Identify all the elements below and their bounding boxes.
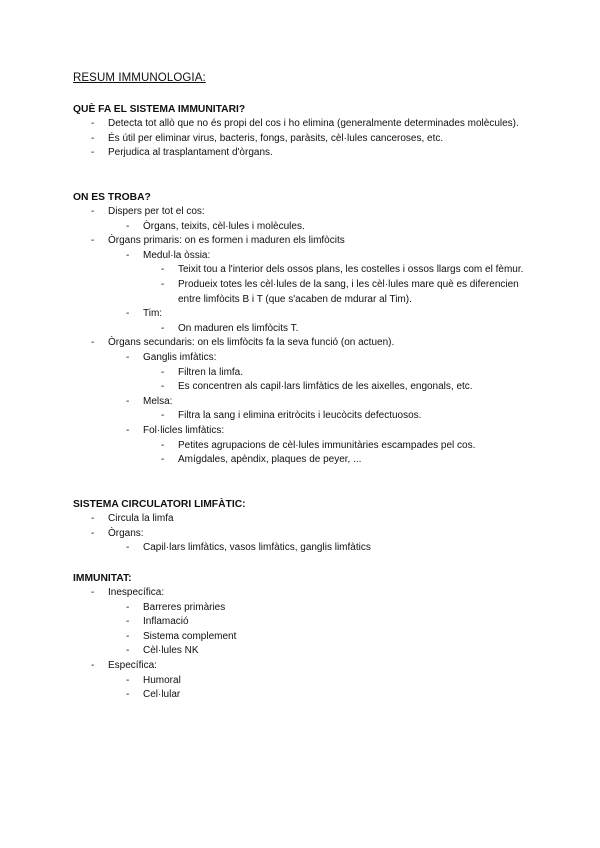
section-heading: ON ES TROBA? xyxy=(73,192,151,203)
list-item-text: Perjudica al trasplantament d'òrgans. xyxy=(108,147,273,159)
list-item xyxy=(143,263,533,278)
dash-bullet: - xyxy=(126,308,130,320)
list-item xyxy=(73,234,533,336)
list-item-text: Medul·la òssia: xyxy=(143,249,211,261)
list-item xyxy=(143,409,533,424)
dash-bullet: - xyxy=(126,689,130,701)
dash-bullet: - xyxy=(161,439,165,451)
list-item xyxy=(73,659,533,703)
list-item-text: On maduren els limfòcits T. xyxy=(178,322,299,334)
list-item-text: Barreres primàries xyxy=(143,601,226,613)
nested-list xyxy=(108,220,533,235)
list-item xyxy=(73,146,533,161)
nested-list xyxy=(143,366,533,395)
list-item-text: Inespecífica: xyxy=(108,587,165,598)
section-lymphatic-system xyxy=(73,498,533,556)
list-item xyxy=(143,366,533,381)
list-item xyxy=(73,527,533,556)
dash-bullet: - xyxy=(91,513,95,524)
bullet-list xyxy=(73,512,533,556)
list-item-text: Cèl·lules NK xyxy=(143,645,199,657)
list-item xyxy=(73,205,533,234)
list-item xyxy=(108,674,533,689)
dash-bullet: - xyxy=(126,395,130,407)
list-item xyxy=(108,424,533,468)
dash-bullet: - xyxy=(161,322,165,334)
nested-list xyxy=(108,674,533,703)
dash-bullet: - xyxy=(161,410,165,422)
dash-bullet: - xyxy=(161,278,165,290)
dash-bullet: - xyxy=(126,424,130,436)
list-item-text: Circula la limfa xyxy=(108,513,174,524)
list-item-text: Dispers per tot el cos: xyxy=(108,206,205,217)
dash-bullet: - xyxy=(126,351,130,363)
list-item xyxy=(108,249,533,307)
dash-bullet: - xyxy=(126,616,130,628)
bullet-list xyxy=(73,586,533,703)
list-item xyxy=(108,220,533,235)
list-item-text: Cel·lular xyxy=(143,689,181,701)
list-item-text: Ganglis imfàtics: xyxy=(143,351,217,363)
list-item-text: Humoral xyxy=(143,674,181,686)
list-item xyxy=(108,307,533,336)
list-item-text: Detecta tot allò que no és propi del cos i ho elimina (generalmente determinades molècules). xyxy=(108,118,519,129)
list-item xyxy=(143,322,533,337)
dash-bullet: - xyxy=(126,674,130,686)
bullet-list xyxy=(73,205,533,468)
dash-bullet: - xyxy=(126,249,130,261)
document-title: RESUM IMMUNOLOGIA: xyxy=(73,72,206,84)
list-item xyxy=(73,117,533,132)
list-item xyxy=(73,336,533,467)
bullet-list xyxy=(73,117,533,161)
dash-bullet: - xyxy=(126,645,130,657)
list-item xyxy=(108,644,533,659)
list-item xyxy=(108,351,533,395)
dash-bullet: - xyxy=(126,630,130,642)
dash-bullet: - xyxy=(126,220,130,232)
list-item-text: Òrgans secundaris: on els limfòcits fa la seva funció (on actuen). xyxy=(108,337,395,349)
dash-bullet: - xyxy=(91,147,95,159)
list-item xyxy=(73,512,533,527)
nested-list xyxy=(143,409,533,424)
nested-list xyxy=(143,263,533,307)
dash-bullet: - xyxy=(161,264,165,276)
list-item xyxy=(108,688,533,703)
list-item-text: Capil·lars limfàtics, vasos limfàtics, ganglis limfàtics xyxy=(143,542,371,554)
list-item xyxy=(143,380,533,395)
list-item-text: Tim: xyxy=(143,308,163,320)
list-item-text: Es concentren als capil·lars limfàtics de les aixelles, engonals, etc. xyxy=(178,381,473,393)
list-item-text: Òrgans, teixits, cèl·lules i molècules. xyxy=(143,220,305,232)
dash-bullet: - xyxy=(126,601,130,613)
dash-bullet: - xyxy=(161,366,165,378)
list-item-text: Específica: xyxy=(108,659,157,671)
dash-bullet: - xyxy=(161,454,165,466)
list-item-text: Òrgans: xyxy=(108,527,144,539)
nested-list xyxy=(108,249,533,337)
list-item-text: Melsa: xyxy=(143,395,173,407)
section-heading: QUÈ FA EL SISTEMA IMMUNITARI? xyxy=(73,104,246,115)
list-item-text: Teixit tou a l'interior dels ossos plans, les costelles i ossos llargs com el fèmur. xyxy=(178,264,524,276)
dash-bullet: - xyxy=(91,235,95,247)
list-item-text: Amígdales, apèndix, plaques de peyer, ... xyxy=(178,454,362,466)
list-item-text: És útil per eliminar virus, bacteris, fongs, paràsits, cèl·lules canceroses, etc. xyxy=(108,132,444,144)
list-item xyxy=(108,395,533,424)
list-item xyxy=(143,278,533,307)
section-heading: SISTEMA CIRCULATORI LIMFÀTIC: xyxy=(73,499,246,510)
nested-list xyxy=(143,322,533,337)
dash-bullet: - xyxy=(91,337,95,349)
dash-bullet: - xyxy=(91,118,95,129)
list-item-text: Petites agrupacions de cèl·lules immunitàries escampades pel cos. xyxy=(178,439,476,451)
list-item xyxy=(108,541,533,556)
section-what-immune-system-does xyxy=(73,103,533,161)
dash-bullet: - xyxy=(91,659,95,671)
list-item xyxy=(108,630,533,645)
dash-bullet: - xyxy=(91,527,95,539)
section-where-found xyxy=(73,191,533,468)
list-item-text: Produeix totes les cèl·lules de la sang, i les cèl·lules mare què es diferencien entre limfòcits B i T (que s'acaben de mdurar al Tim). xyxy=(178,278,519,305)
list-item xyxy=(108,615,533,630)
list-item-text: Filtra la sang i elimina eritròcits i leucòcits defectuosos. xyxy=(178,410,422,422)
dash-bullet: - xyxy=(91,206,95,217)
dash-bullet: - xyxy=(161,381,165,393)
nested-list xyxy=(108,351,533,468)
nested-list xyxy=(108,601,533,659)
list-item-text: Filtren la limfa. xyxy=(178,366,244,378)
list-item-text: Sistema complement xyxy=(143,630,237,642)
list-item xyxy=(143,439,533,454)
section-immunity xyxy=(73,572,533,703)
list-item-text: Fol·licles limfàtics: xyxy=(143,424,225,436)
list-item-text: Òrgans primaris: on es formen i maduren els limfòcits xyxy=(108,235,345,247)
list-item xyxy=(73,586,533,659)
nested-list xyxy=(108,541,533,556)
dash-bullet: - xyxy=(91,587,95,598)
list-item xyxy=(73,132,533,147)
nested-list xyxy=(143,439,533,468)
list-item xyxy=(108,601,533,616)
list-item-text: Inflamació xyxy=(143,616,189,628)
section-heading: IMMUNITAT: xyxy=(73,573,132,584)
list-item xyxy=(143,453,533,468)
dash-bullet: - xyxy=(91,132,95,144)
dash-bullet: - xyxy=(126,542,130,554)
